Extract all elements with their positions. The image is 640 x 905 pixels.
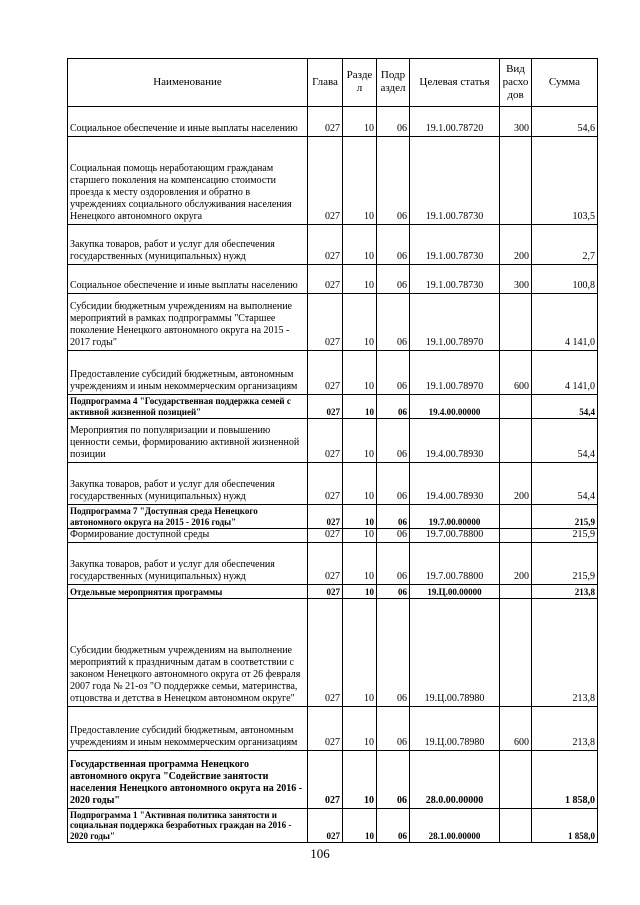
cell-name: Социальное обеспечение и иные выплаты населению xyxy=(68,107,308,137)
cell-subsection: 06 xyxy=(377,809,410,843)
cell-target: 19.7.00.00000 xyxy=(410,505,500,529)
table-row xyxy=(68,809,598,843)
cell-chapter: 027 xyxy=(308,419,343,463)
cell-subsection: 06 xyxy=(377,707,410,751)
cell-name: Отдельные мероприятия программы xyxy=(68,585,308,599)
cell-name: Подпрограмма 7 "Доступная среда Ненецкого автономного округа на 2015 - 2016 годы" xyxy=(68,505,308,529)
cell-target: 19.4.00.78930 xyxy=(410,419,500,463)
cell-name: Субсидии бюджетным учреждениям на выполнение мероприятий к праздничным датам в соответствии с законом Ненецкого автономного округа от 26 февраля 2007 года № 21-оз "О поддержке семьи, материнства, отцовства и детства в Ненецком автономном округе" xyxy=(68,599,308,707)
cell-chapter: 027 xyxy=(308,294,343,351)
cell-section: 10 xyxy=(343,294,377,351)
cell-section: 10 xyxy=(343,225,377,265)
cell-section: 10 xyxy=(343,463,377,505)
cell-subsection: 06 xyxy=(377,265,410,294)
table-row xyxy=(68,225,598,265)
cell-sum: 4 141,0 xyxy=(532,294,598,351)
cell-sum: 1 858,0 xyxy=(532,809,598,843)
cell-chapter: 027 xyxy=(308,505,343,529)
cell-name: Подпрограмма 1 "Активная политика занятости и социальная поддержка безработных граждан на 2016 - 2020 годы" xyxy=(68,809,308,843)
cell-target: 28.0.00.00000 xyxy=(410,751,500,809)
cell-name: Формирование доступной среды xyxy=(68,529,308,543)
cell-name: Предоставление субсидий бюджетным, автономным учреждениям и иным некоммерческим организациям xyxy=(68,351,308,395)
cell-subsection: 06 xyxy=(377,419,410,463)
cell-chapter: 027 xyxy=(308,585,343,599)
cell-type xyxy=(500,137,532,225)
cell-target: 28.1.00.00000 xyxy=(410,809,500,843)
cell-target: 19.Ц.00.78980 xyxy=(410,707,500,751)
budget-table xyxy=(67,58,598,843)
cell-chapter: 027 xyxy=(308,395,343,419)
table-row xyxy=(68,137,598,225)
cell-chapter: 027 xyxy=(308,809,343,843)
cell-subsection: 06 xyxy=(377,505,410,529)
table-row xyxy=(68,463,598,505)
cell-name: Закупка товаров, работ и услуг для обеспечения государственных (муниципальных) нужд xyxy=(68,463,308,505)
cell-section: 10 xyxy=(343,707,377,751)
table-row xyxy=(68,599,598,707)
cell-subsection: 06 xyxy=(377,751,410,809)
cell-subsection: 06 xyxy=(377,294,410,351)
cell-name: Социальное обеспечение и иные выплаты населению xyxy=(68,265,308,294)
cell-target: 19.7.00.78800 xyxy=(410,529,500,543)
cell-section: 10 xyxy=(343,265,377,294)
header-sum: Сумма xyxy=(532,59,598,107)
cell-name: Закупка товаров, работ и услуг для обеспечения государственных (муниципальных) нужд xyxy=(68,225,308,265)
cell-type xyxy=(500,294,532,351)
cell-type: 200 xyxy=(500,463,532,505)
cell-name: Субсидии бюджетным учреждениям на выполнение мероприятий в рамках подпрограммы "Старшее поколение Ненецкого автономного округа на 2015 - 2017 годы" xyxy=(68,294,308,351)
cell-subsection: 06 xyxy=(377,351,410,395)
cell-type: 600 xyxy=(500,351,532,395)
cell-chapter: 027 xyxy=(308,543,343,585)
cell-sum: 213,8 xyxy=(532,585,598,599)
cell-subsection: 06 xyxy=(377,543,410,585)
cell-target: 19.1.00.78970 xyxy=(410,351,500,395)
cell-type xyxy=(500,599,532,707)
cell-sum: 215,9 xyxy=(532,505,598,529)
cell-chapter: 027 xyxy=(308,599,343,707)
cell-sum: 54,4 xyxy=(532,395,598,419)
cell-type xyxy=(500,809,532,843)
cell-subsection: 06 xyxy=(377,599,410,707)
cell-type xyxy=(500,585,532,599)
cell-chapter: 027 xyxy=(308,529,343,543)
cell-name: Закупка товаров, работ и услуг для обеспечения государственных (муниципальных) нужд xyxy=(68,543,308,585)
table-row xyxy=(68,543,598,585)
table-row xyxy=(68,351,598,395)
cell-target: 19.1.00.78720 xyxy=(410,107,500,137)
cell-subsection: 06 xyxy=(377,137,410,225)
cell-subsection: 06 xyxy=(377,585,410,599)
cell-chapter: 027 xyxy=(308,707,343,751)
page-number: 106 xyxy=(310,846,330,861)
cell-target: 19.4.00.00000 xyxy=(410,395,500,419)
cell-sum: 54,4 xyxy=(532,463,598,505)
table-row xyxy=(68,585,598,599)
cell-chapter: 027 xyxy=(308,351,343,395)
cell-section: 10 xyxy=(343,419,377,463)
cell-type: 300 xyxy=(500,107,532,137)
cell-sum: 4 141,0 xyxy=(532,351,598,395)
cell-section: 10 xyxy=(343,107,377,137)
cell-section: 10 xyxy=(343,395,377,419)
cell-sum: 54,6 xyxy=(532,107,598,137)
cell-type xyxy=(500,751,532,809)
header-section: Разде л xyxy=(343,59,377,107)
cell-sum: 213,8 xyxy=(532,707,598,751)
cell-section: 10 xyxy=(343,585,377,599)
cell-chapter: 027 xyxy=(308,107,343,137)
cell-name: Социальная помощь неработающим гражданам старшего поколения на компенсацию стоимости проезда к месту оздоровления и обратно в учреждениях социального обслуживания населения Ненецкого автономного округа xyxy=(68,137,308,225)
cell-type xyxy=(500,505,532,529)
header-target: Целевая статья xyxy=(410,59,500,107)
cell-sum: 215,9 xyxy=(532,543,598,585)
cell-chapter: 027 xyxy=(308,225,343,265)
cell-target: 19.1.00.78730 xyxy=(410,225,500,265)
cell-name: Предоставление субсидий бюджетным, автономным учреждениям и иным некоммерческим организациям xyxy=(68,707,308,751)
cell-subsection: 06 xyxy=(377,107,410,137)
cell-target: 19.Ц.00.78980 xyxy=(410,599,500,707)
cell-section: 10 xyxy=(343,751,377,809)
cell-target: 19.1.00.78730 xyxy=(410,265,500,294)
cell-sum: 103,5 xyxy=(532,137,598,225)
cell-sum: 2,7 xyxy=(532,225,598,265)
table-row xyxy=(68,265,598,294)
cell-type xyxy=(500,419,532,463)
cell-section: 10 xyxy=(343,137,377,225)
table-row xyxy=(68,294,598,351)
cell-sum: 213,8 xyxy=(532,599,598,707)
cell-type xyxy=(500,395,532,419)
cell-target: 19.7.00.78800 xyxy=(410,543,500,585)
cell-target: 19.1.00.78730 xyxy=(410,137,500,225)
cell-subsection: 06 xyxy=(377,463,410,505)
cell-section: 10 xyxy=(343,505,377,529)
cell-chapter: 027 xyxy=(308,463,343,505)
header-type: Вид расхо дов xyxy=(500,59,532,107)
table-row xyxy=(68,707,598,751)
cell-section: 10 xyxy=(343,599,377,707)
table-row xyxy=(68,419,598,463)
cell-type xyxy=(500,529,532,543)
cell-target: 19.4.00.78930 xyxy=(410,463,500,505)
table-body xyxy=(68,107,598,843)
header-chapter: Глава xyxy=(308,59,343,107)
header-name: Наименование xyxy=(68,59,308,107)
cell-name: Государственная программа Ненецкого автономного округа "Содействие занятости населения Ненецкого автономного округа на 2016 - 2020 годы" xyxy=(68,751,308,809)
table-row xyxy=(68,107,598,137)
cell-chapter: 027 xyxy=(308,265,343,294)
cell-type: 200 xyxy=(500,225,532,265)
cell-target: 19.Ц.00.00000 xyxy=(410,585,500,599)
cell-sum: 100,8 xyxy=(532,265,598,294)
cell-type: 200 xyxy=(500,543,532,585)
table-row xyxy=(68,395,598,419)
cell-name: Подпрограмма 4 "Государственная поддержка семей с активной жизненной позицией" xyxy=(68,395,308,419)
cell-section: 10 xyxy=(343,351,377,395)
cell-section: 10 xyxy=(343,543,377,585)
table-row xyxy=(68,529,598,543)
cell-target: 19.1.00.78970 xyxy=(410,294,500,351)
header-row xyxy=(68,59,598,107)
cell-subsection: 06 xyxy=(377,225,410,265)
cell-sum: 54,4 xyxy=(532,419,598,463)
cell-type: 300 xyxy=(500,265,532,294)
table-row xyxy=(68,505,598,529)
cell-type: 600 xyxy=(500,707,532,751)
header-subsection: Подр аздел xyxy=(377,59,410,107)
cell-sum: 1 858,0 xyxy=(532,751,598,809)
cell-sum: 215,9 xyxy=(532,529,598,543)
cell-chapter: 027 xyxy=(308,751,343,809)
cell-subsection: 06 xyxy=(377,395,410,419)
cell-section: 10 xyxy=(343,809,377,843)
cell-chapter: 027 xyxy=(308,137,343,225)
cell-subsection: 06 xyxy=(377,529,410,543)
cell-section: 10 xyxy=(343,529,377,543)
cell-name: Мероприятия по популяризации и повышению ценности семьи, формированию активной жизненной позиции xyxy=(68,419,308,463)
table-row xyxy=(68,751,598,809)
